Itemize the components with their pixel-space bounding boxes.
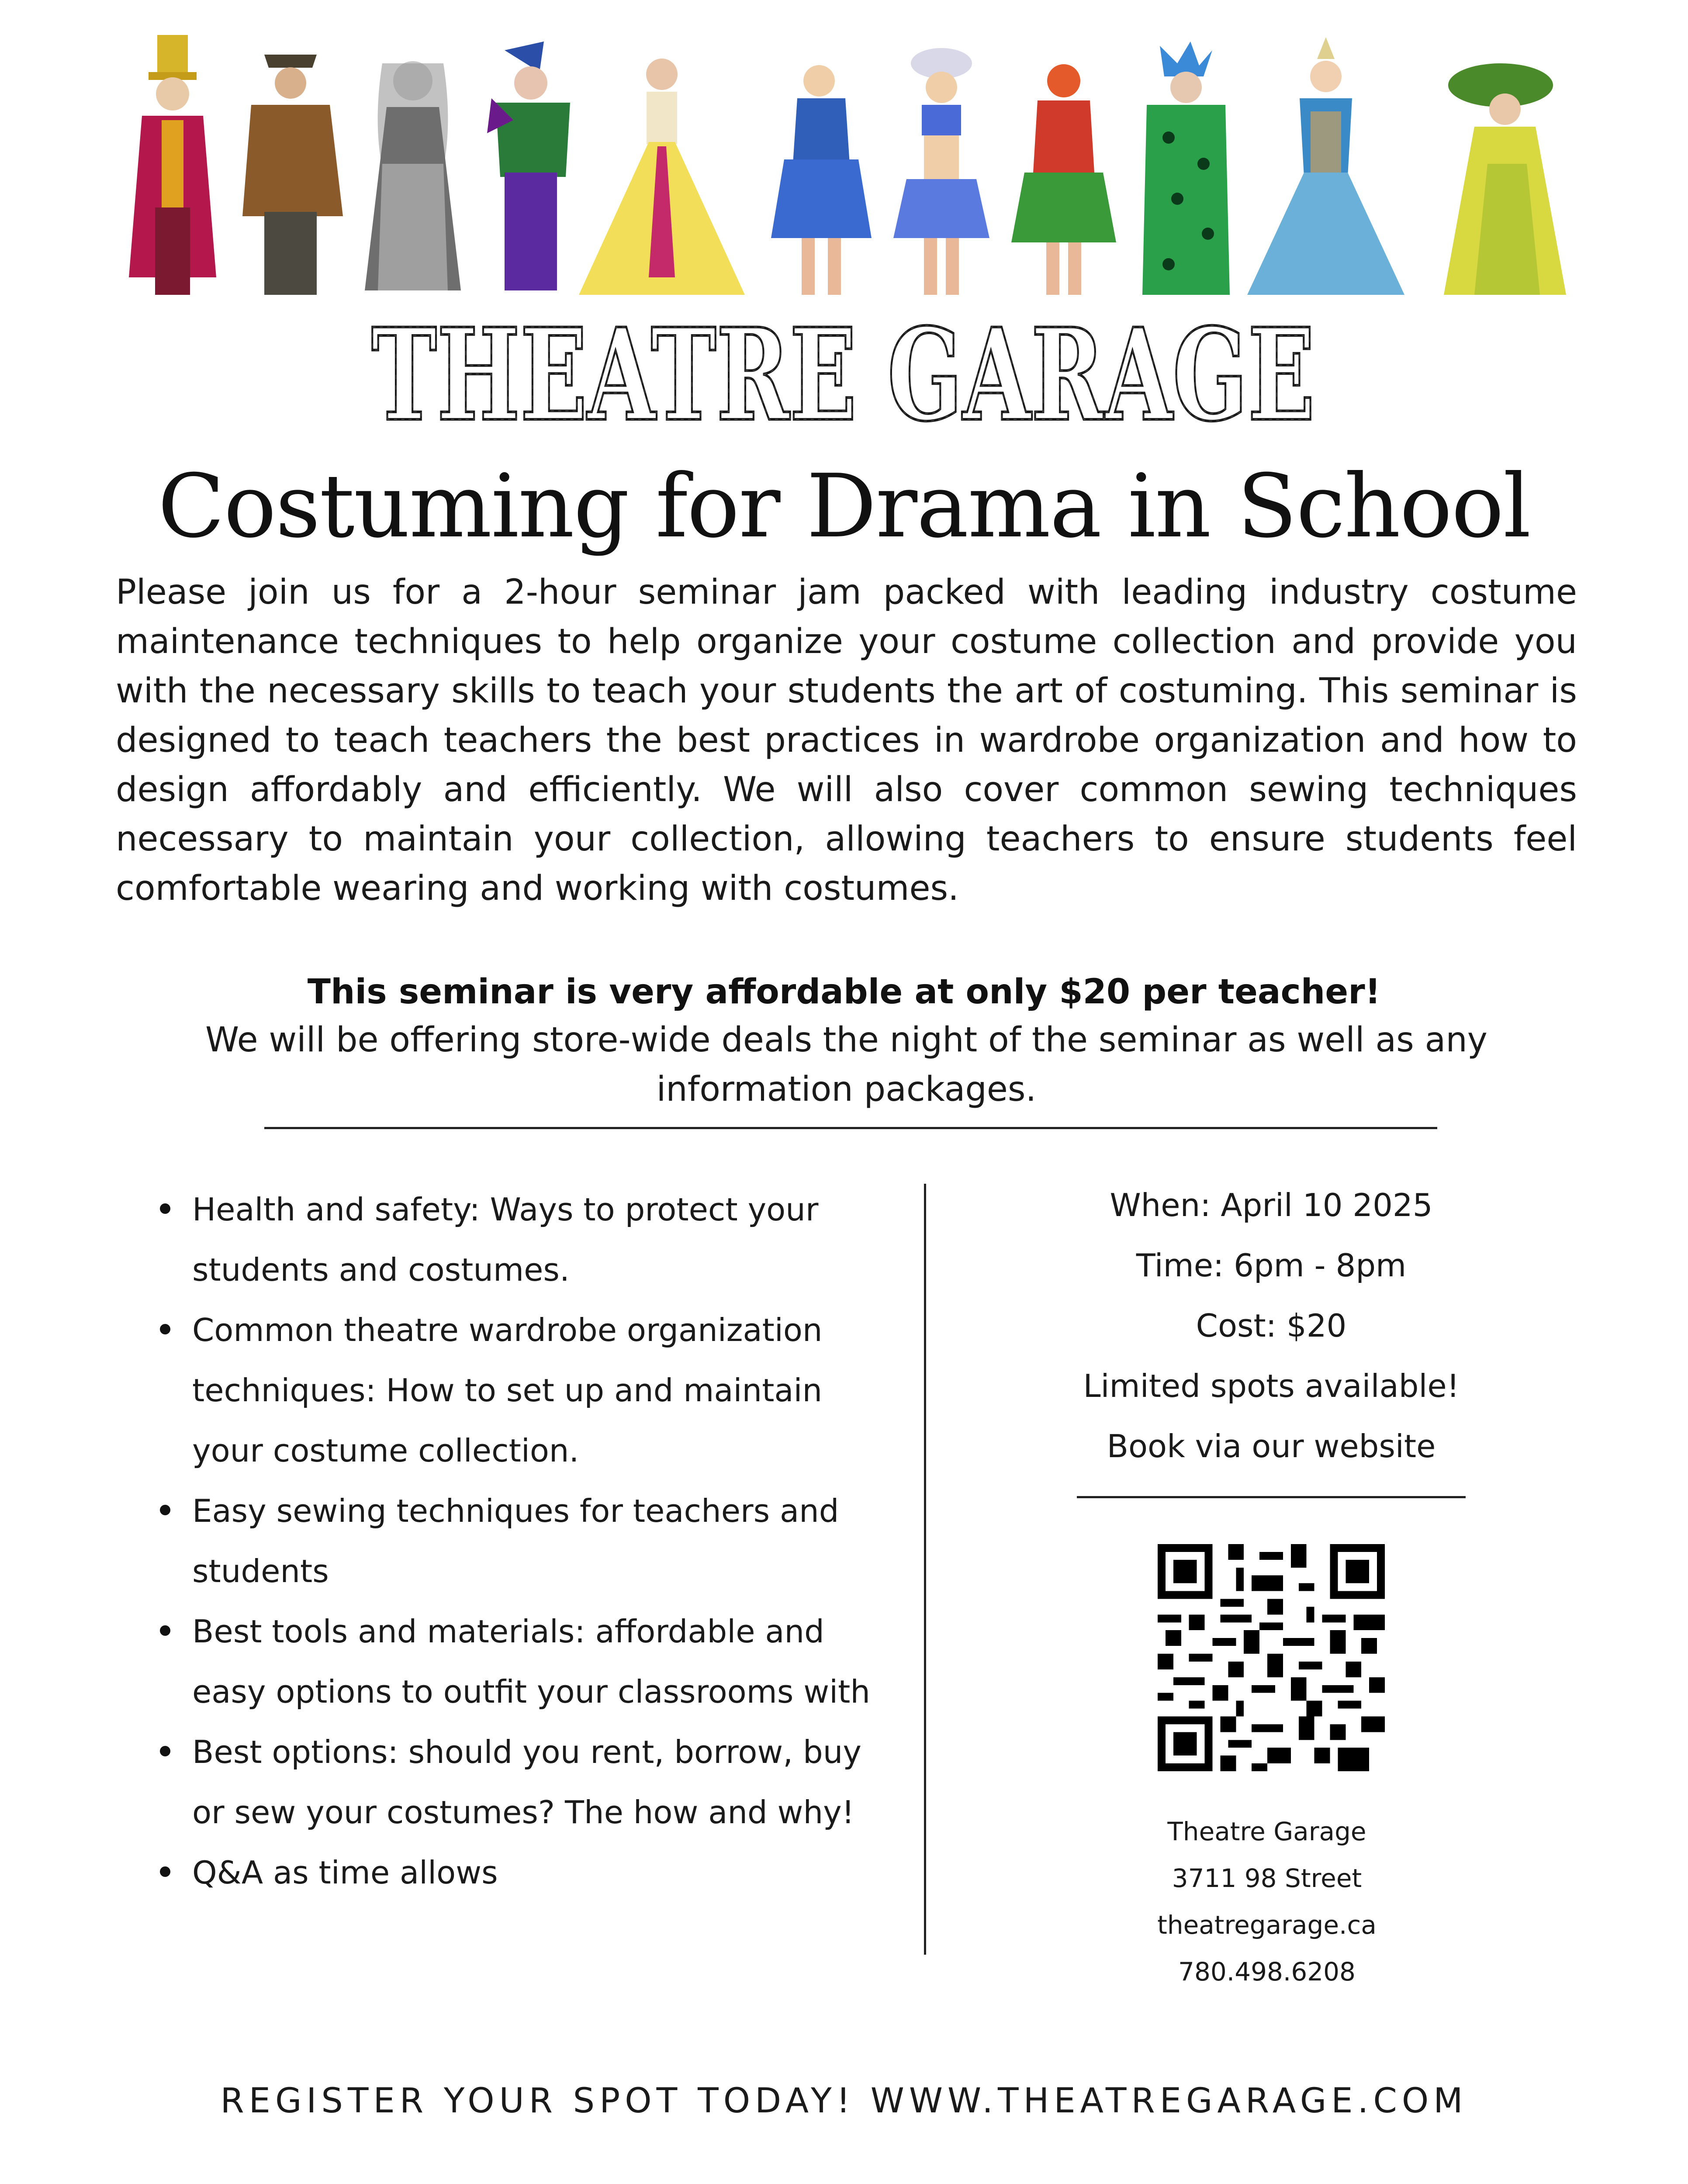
intro-paragraph: Please join us for a 2-hour seminar jam packed with leading industry costume maintenance techniques to help organize your costume collection and provide you with the necessary skills to teach your students the art of costuming. This seminar is designed to teach teachers the best practices in wardrobe organization and how to design affordably and efficiently. We will also cover common sewing techniques necessary to maintain your collection, allowing teachers to ensure students feel comfortable wearing and working with costumes. [116,573,1577,908]
costume-figure [1142,41,1230,295]
booking-note: Book via our website [1107,1428,1436,1465]
costume-figure [129,35,216,295]
event-time: Time: 6pm - 8pm [1136,1247,1407,1284]
page-subtitle: Costuming for Drama in School [158,456,1530,557]
svg-text:THEATRE GARAGE: THEATRE GARAGE [371,310,1315,441]
deals-note: We will be offering store-wide deals the night of the seminar as well as any information packages. [205,1020,1487,1109]
list-item: Easy sewing techniques for teachers and students [157,1481,900,1601]
topics-list [157,1179,900,1903]
event-date: When: April 10 2025 [1110,1187,1433,1223]
details-divider [1077,1496,1466,1498]
costume-figure [1444,63,1566,295]
list-item: Common theatre wardrobe organization techniques: How to set up and maintain your costume collection. [157,1300,900,1481]
theatre-garage-logo [367,310,1319,441]
price-highlight: This seminar is very affordable at only $20 per teacher! [307,972,1381,1012]
costume-figure [242,55,343,295]
qr-code[interactable] [1158,1544,1385,1771]
costume-figure [487,41,570,290]
costume-figure [365,61,461,290]
contact-info [1048,1808,1485,1995]
costume-figure [579,59,745,295]
svg-text:THEATRE GARAGE: THEATRE GARAGE [371,310,1315,441]
event-details [1031,1175,1512,1476]
register-call-to-action[interactable]: REGISTER YOUR SPOT TODAY! WWW.THEATREGARAGE.COM [220,2081,1468,2121]
event-cost: Cost: $20 [1196,1307,1347,1344]
costume-figure [1011,64,1116,295]
costume-figure [771,65,872,295]
costume-figure [1247,37,1404,295]
business-website[interactable]: theatregarage.ca [1157,1910,1377,1940]
business-phone[interactable]: 780.498.6208 [1178,1957,1356,1987]
section-divider [264,1127,1437,1129]
availability-note: Limited spots available! [1083,1368,1460,1404]
column-divider [924,1184,926,1955]
list-item: Best tools and materials: affordable and easy options to outfit your classrooms with [157,1601,900,1722]
costume-illustration-banner [111,33,1573,297]
list-item: Best options: should you rent, borrow, buy or sew your costumes? The how and why! [157,1722,900,1842]
list-item: Health and safety: Ways to protect your students and costumes. [157,1179,900,1300]
list-item: Q&A as time allows [157,1842,900,1903]
business-address: 3711 98 Street [1172,1863,1362,1893]
costume-figure [893,48,989,295]
business-name: Theatre Garage [1167,1817,1366,1846]
